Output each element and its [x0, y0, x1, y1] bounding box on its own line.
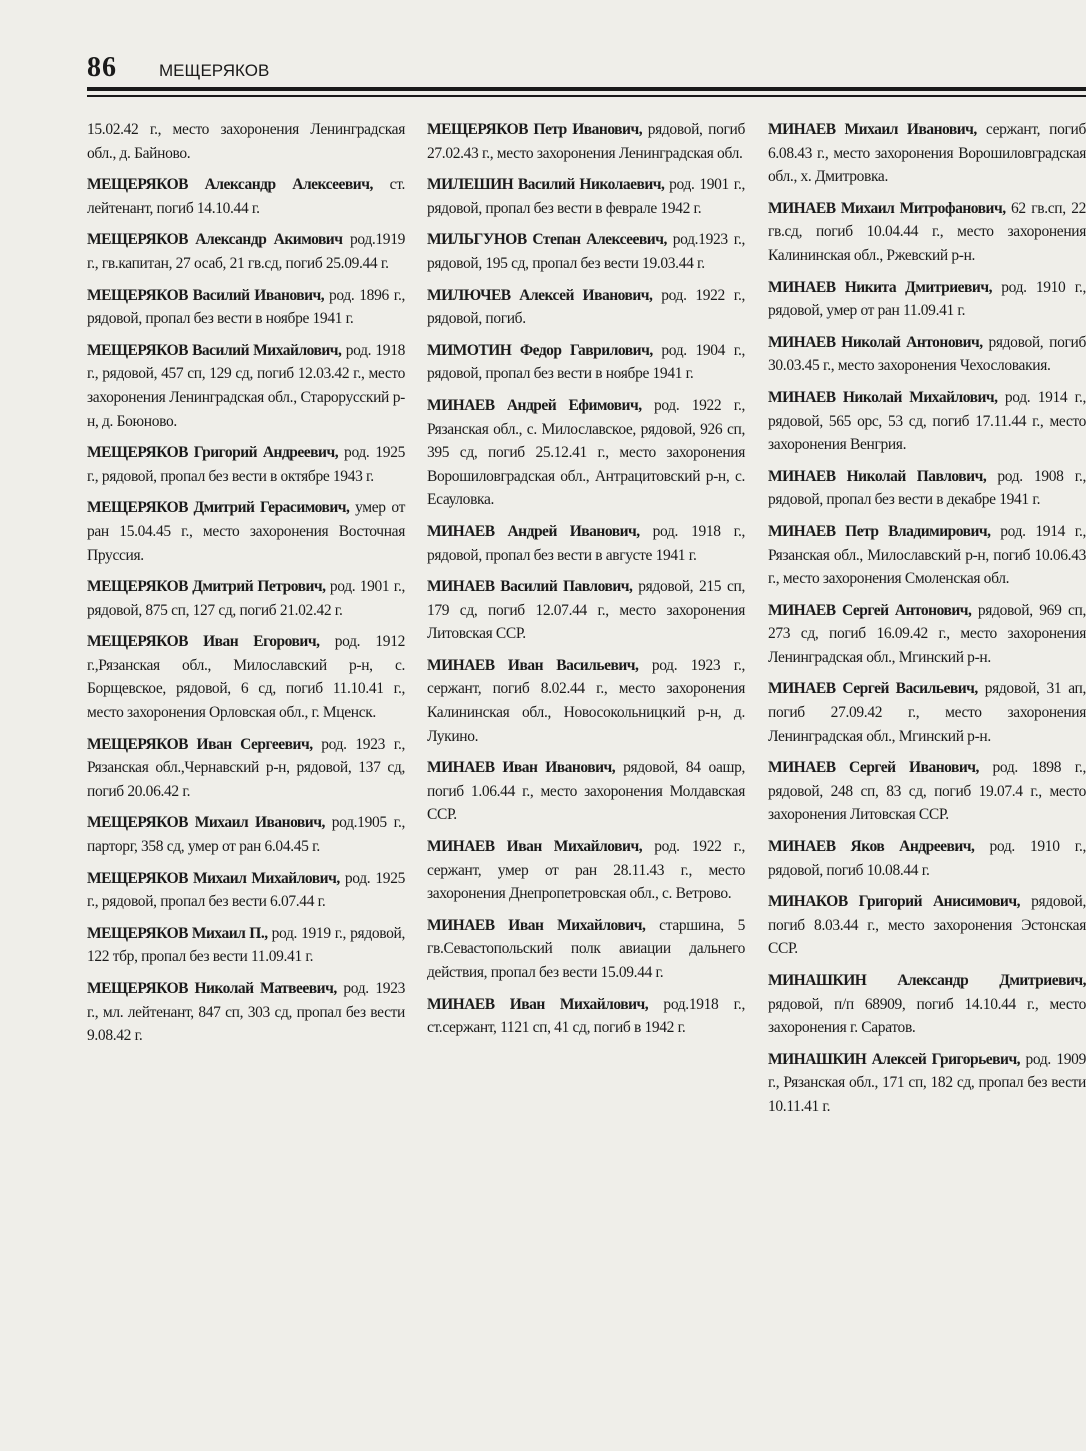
entry [768, 386, 1086, 457]
entry-name: МИНАШКИН Александр Дмитриевич, [768, 972, 1086, 989]
entry-name: МИНАЕВ Иван Иванович, [427, 759, 616, 777]
entry [427, 228, 745, 275]
entry-text: род. 1922 г., сержант, умер от ран 28.11.43 г., место захоронения Днепропетровская обл., с. Ветрово. [427, 838, 745, 903]
entry [768, 331, 1086, 378]
entry-text: род. 1919 г., рядовой, 122 тбр, пропал без вести 11.09.41 г. [87, 924, 405, 966]
entry-text: род. 1925 г., рядовой, пропал без вести в октябре 1943 г. [87, 444, 405, 485]
entry-name: МИНАЕВ Иван Михайлович, [427, 995, 649, 1013]
page-number: 86 [87, 52, 117, 83]
entry-name: МЕЩЕРЯКОВ Иван Егорович, [87, 633, 320, 651]
entry [87, 339, 405, 433]
entry-name: МЕЩЕРЯКОВ Григорий Андреевич, [87, 444, 339, 462]
entry-name: МИНАШКИН Алексей Григорьевич, [768, 1050, 1021, 1068]
entry [768, 197, 1086, 268]
entry-name: МЕЩЕРЯКОВ Дмитрий Герасимович, [87, 499, 350, 517]
entry [87, 228, 405, 275]
entry-text: род. 1901 г., рядовой, 875 сп, 127 сд, погиб 21.02.42 г. [87, 578, 405, 619]
column-3 [768, 118, 1086, 1127]
entry-text: умер от ран 15.04.45 г., место захоронения Восточная Пруссия. [87, 499, 405, 564]
entry-name: МИНАЕВ Иван Васильевич, [427, 656, 639, 674]
entry-text: рядовой, 31 ап, погиб 27.09.42 г., место захоронения Ленинградская обл., Мгинский р-н. [768, 680, 1086, 745]
entry-text: сержант, погиб 6.08.43 г., место захоронения Ворошиловградская обл., х. Дмитровка. [768, 121, 1086, 186]
entry-text: род.1905 г., парторг, 358 сд, умер от ран 6.04.45 г. [87, 814, 405, 856]
entry-name: МЕЩЕРЯКОВ Михаил П., [87, 924, 268, 942]
entry [768, 465, 1086, 512]
entry [768, 1048, 1086, 1119]
entry-text: род. 1908 г., рядовой, пропал без вести в декабре 1941 г. [768, 467, 1086, 509]
entry-name: МИНАЕВ Сергей Иванович, [768, 759, 979, 777]
entry-text: род. 1923 г., сержант, погиб 8.02.44 г., место захоронения Калининская обл., Новосокольницкий р-н, д. Лукино. [427, 656, 745, 745]
entry-name: МИНАЕВ Николай Павлович, [768, 467, 987, 485]
entry-name: МИНАЕВ Николай Антонович, [768, 333, 983, 351]
entry-text: род. 1896 г., рядовой, пропал без вести в ноябре 1941 г. [87, 286, 406, 328]
entry [768, 756, 1086, 827]
entry-name: МЕЩЕРЯКОВ Александр Алексеевич, [87, 176, 373, 194]
entry [427, 118, 745, 165]
entry-text: род. 1923 г., Рязанская обл.,Чернавский р-н, рядовой, 137 сд, погиб 20.06.42 г. [87, 735, 406, 800]
entry-text: 15.02.42 г., место захоронения Ленинградская обл., д. Байново. [87, 121, 405, 162]
entry-text: род. 1923 г., мл. лейтенант, 847 сп, 303 сд, пропал без вести 9.08.42 г. [87, 980, 405, 1045]
header-rule-thin [87, 95, 1086, 97]
entry-name: МИЛЮЧЕВ Алексей Иванович, [427, 286, 653, 304]
column-1 [87, 118, 405, 1056]
entry [427, 520, 745, 567]
entry-name: МИНАЕВ Сергей Васильевич, [768, 680, 978, 698]
entry-text: рядовой, погиб 27.02.43 г., место захоронения Ленинградская обл. [427, 121, 745, 162]
entry-text: род. 1909 г., Рязанская обл., 171 сп, 182 сд, пропал без вести 10.11.41 г. [768, 1050, 1086, 1115]
entry [768, 520, 1086, 591]
entry-text: рядовой, погиб 30.03.45 г., место захоронения Чехословакия. [768, 333, 1086, 375]
entry-text: род. 1922 г., Рязанская обл., с. Милославское, рядовой, 926 сп, 395 сд, погиб 25.12.41 г., место захоронения Ворошиловградская обл., Антрацитовский р-н, с. Есауловка. [427, 396, 746, 509]
entry-name: МЕЩЕРЯКОВ Николай Матвеевич, [87, 980, 337, 997]
entry-name: МИНАЕВ Николай Михайлович, [768, 388, 998, 406]
entry-name: МЕЩЕРЯКОВ Иван Сергеевич, [87, 735, 313, 753]
entry-text: род. 1901 г., рядовой, пропал без вести в феврале 1942 г. [427, 176, 745, 217]
running-head: МЕЩЕРЯКОВ [159, 61, 270, 80]
entry [87, 977, 405, 1048]
column-2 [427, 118, 745, 1048]
entry [427, 394, 745, 512]
entry [87, 867, 405, 914]
entry-name: МИНАКОВ Григорий Анисимович, [768, 893, 1020, 911]
entry [87, 441, 405, 488]
entry-text: род. 1898 г., рядовой, 248 сп, 83 сд, погиб 19.07.4 г., место захоронения Литовская ССР. [768, 759, 1086, 824]
entry-text: род. 1912 г.,Рязанская обл., Милославский р-н, с. Борщевское, рядовой, 6 сд, погиб 11.10.41 г., место захоронения Орловская обл., г. Мценск. [87, 633, 405, 722]
entry-name: МИНАЕВ Андрей Иванович, [427, 522, 640, 540]
entry-name: МИНАЕВ Сергей Антонович, [768, 601, 972, 619]
entry [427, 173, 745, 220]
entry-name: МИЛЕШИН Василий Николаевич, [427, 176, 665, 194]
entry [87, 733, 405, 804]
header-rule-thick [87, 87, 1086, 91]
entry-name: МЕЩЕРЯКОВ Петр Иванович, [427, 121, 643, 138]
entry-text: род. 1918 г., рядовой, 457 сп, 129 сд, погиб 12.03.42 г., место захоронения Ленинградская обл., Старорусский р-н, д. Боюново. [87, 341, 406, 430]
entry-text: рядовой, погиб 8.03.44 г., место захоронения Эстонская ССР. [768, 893, 1086, 958]
entry-name: МЕЩЕРЯКОВ Михаил Иванович, [87, 814, 325, 832]
entry-name: МИНАЕВ Иван Михайлович, [427, 838, 643, 856]
entry [427, 284, 745, 331]
entry-name: МИНАЕВ Петр Владимирович, [768, 522, 991, 540]
entry [87, 118, 405, 165]
entry [87, 922, 405, 969]
entry [768, 835, 1086, 882]
entry-name: МЕЩЕРЯКОВ Михаил Михайлович, [87, 869, 340, 887]
entry [427, 339, 745, 386]
entry-name: МИНАЕВ Андрей Ефимович, [427, 396, 642, 414]
entry-text: род. 1918 г., рядовой, пропал без вести в августе 1941 г. [427, 522, 745, 564]
entry [427, 654, 745, 748]
page-header [87, 52, 1086, 92]
entry [87, 811, 405, 858]
entry [768, 969, 1086, 1040]
entry [427, 914, 745, 985]
entry [87, 496, 405, 567]
entry-name: МИЛЬГУНОВ Степан Алексеевич, [427, 231, 667, 249]
entry [768, 118, 1086, 189]
entry-text: род. 1904 г., рядовой, пропал без вести в ноябре 1941 г. [427, 341, 746, 383]
entry-name: МИНАЕВ Яков Андреевич, [768, 838, 975, 856]
entry [427, 756, 745, 827]
entry-name: МИНАЕВ Михаил Иванович, [768, 121, 977, 138]
entry [427, 575, 745, 646]
entry [87, 173, 405, 220]
entry-text: род. 1925 г., рядовой, пропал без вести 6.07.44 г. [87, 869, 405, 911]
entry [87, 575, 405, 622]
entry-name: МИНАЕВ Иван Михайлович, [427, 916, 646, 934]
entry-text: род. 1910 г., рядовой, умер от ран 11.09.41 г. [768, 278, 1086, 320]
entry-text: род.1919 г., гв.капитан, 27 осаб, 21 гв.сд, погиб 25.09.44 г. [87, 231, 405, 272]
entry-text: род.1923 г., рядовой, 195 сд, пропал без вести 19.03.44 г. [427, 231, 745, 272]
entry-name: МЕЩЕРЯКОВ Василий Михайлович, [87, 341, 342, 359]
entry-text: 62 гв.сп, 22 гв.сд, погиб 10.04.44 г., место захоронения Калининская обл., Ржевский р-н. [768, 199, 1086, 264]
entry-text: старшина, 5 гв.Севастопольский полк авиации дальнего действия, пропал без вести 15.09.44 г. [427, 916, 745, 981]
entry-name: МИНАЕВ Михаил Митрофанович, [768, 199, 1006, 217]
entry-text: рядовой, 215 сп, 179 сд, погиб 12.07.44 г., место захоронения Литовская ССР. [427, 578, 745, 643]
entry-name: МИНАЕВ Василий Павлович, [427, 578, 633, 596]
entry-name: МЕЩЕРЯКОВ Александр Акимович [87, 231, 343, 249]
entry [768, 599, 1086, 670]
entry-name: МЕЩЕРЯКОВ Дмитрий Петрович, [87, 578, 326, 596]
entry-text: род.1918 г., ст.сержант, 1121 сп, 41 сд, погиб в 1942 г. [427, 995, 745, 1037]
entry [87, 284, 405, 331]
entry-name: МИНАЕВ Никита Дмитриевич, [768, 278, 992, 296]
entry [768, 890, 1086, 961]
entry [427, 993, 745, 1040]
entry-text: род. 1922 г., рядовой, погиб. [427, 286, 746, 328]
entry-text: род. 1914 г., Рязанская обл., Милославский р-н, погиб 10.06.43 г., место захоронения Смоленская обл. [768, 522, 1086, 588]
entry-name: МЕЩЕРЯКОВ Василий Иванович, [87, 286, 325, 304]
entry-text: род. 1914 г., рядовой, 565 орс, 53 сд, погиб 17.11.44 г., место захоронения Венгрия. [768, 388, 1086, 454]
entry-text: род. 1910 г., рядовой, погиб 10.08.44 г. [768, 838, 1086, 879]
entry [768, 677, 1086, 748]
entry-text: ст. лейтенант, погиб 14.10.44 г. [87, 176, 405, 217]
entry-name: МИМОТИН Федор Гаврилович, [427, 341, 653, 359]
entry [427, 835, 745, 906]
entry-text: рядовой, п/п 68909, погиб 14.10.44 г., место захоронения г. Саратов. [768, 995, 1086, 1037]
entry-text: рядовой, 969 сп, 273 сд, погиб 16.09.42 г., место захоронения Ленинградская обл., Мгинский р-н. [768, 601, 1086, 666]
entry [768, 276, 1086, 323]
entry [87, 630, 405, 724]
entry-text: рядовой, 84 оашр, погиб 1.06.44 г., место захоронения Молдавская ССР. [427, 759, 745, 824]
